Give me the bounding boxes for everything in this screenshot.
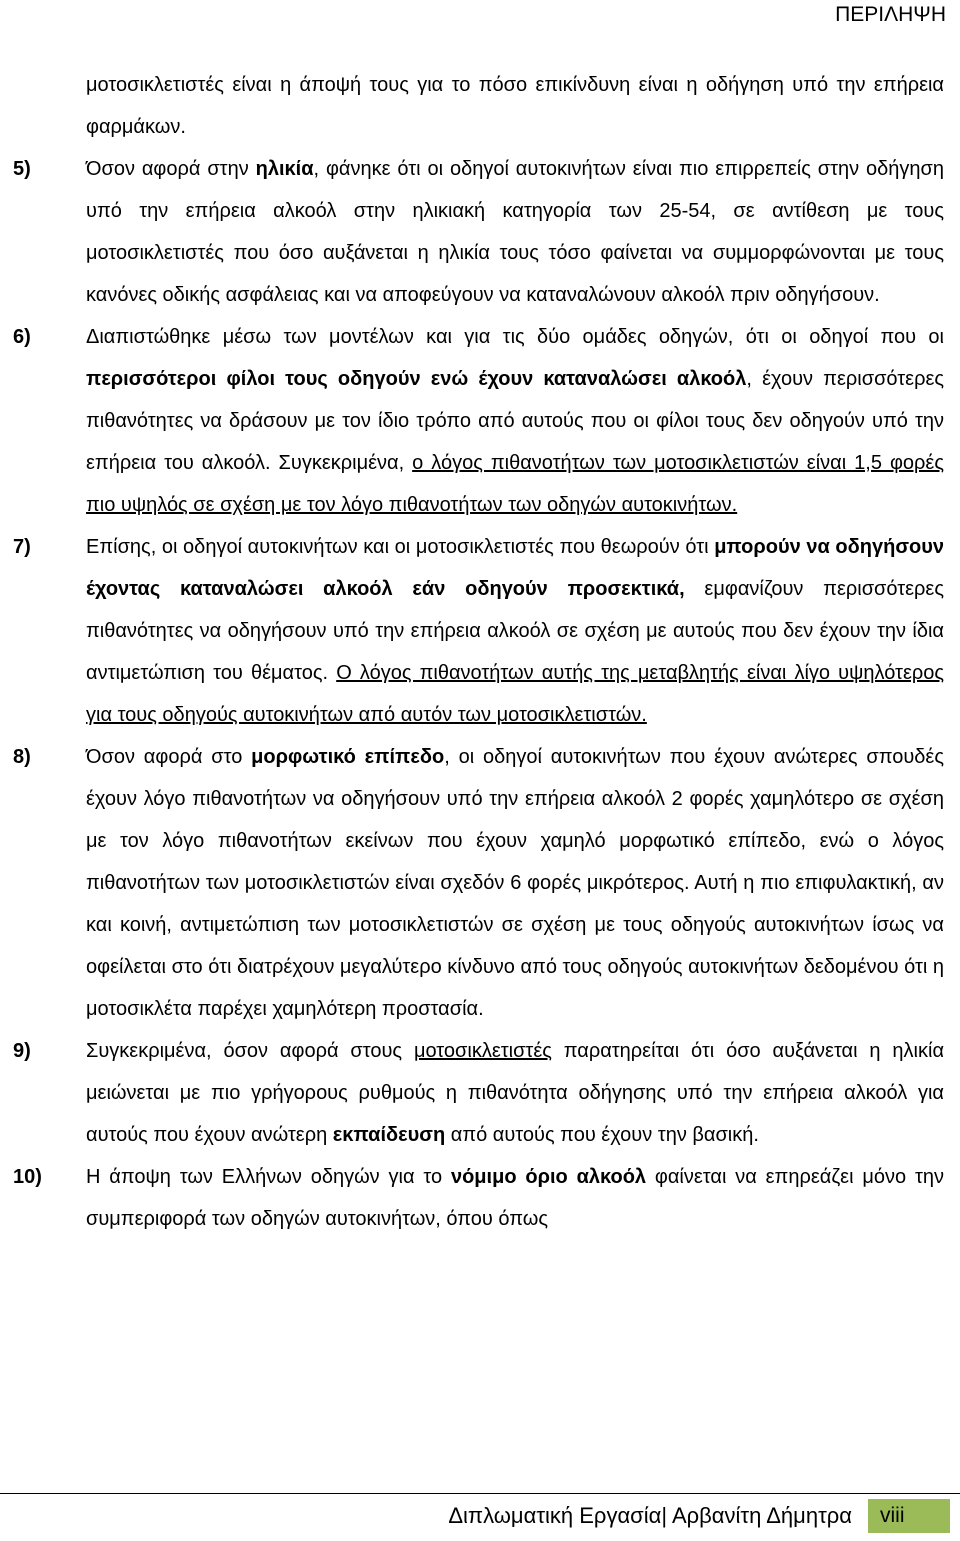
list-item-9 xyxy=(0,1030,960,1156)
item-text: , οι οδηγοί αυτοκινήτων που έχουν ανώτερες σπουδές έχουν λόγο πιθανοτήτων να οδηγήσουν υπό την επήρεια αλκοόλ 2 φορές χαμηλότερο σε σχέση με τον λόγο πιθανοτήτων εκείνων που έχουν χαμηλό μορφωτικό επίπεδο, ενώ ο λόγος πιθανοτήτων των μοτοσικλετιστών είναι σχεδόν 6 φορές μικρότερος. Αυτή η πιο επιφυλακτική, αν και κοινή, αντιμετώπιση των μοτοσικλετιστών σε σχέση με τους οδηγούς αυτοκινήτων ίσως να οφείλεται στο ότι διατρέχουν μεγαλύτερο κίνδυνο από τους οδηγούς αυτοκινήτων δεδομένου ότι η μοτοσικλέτα παρέχει χαμηλότερη προστασία. xyxy=(86,746,944,1020)
page-number-badge: viii xyxy=(868,1499,950,1533)
page-footer xyxy=(0,1499,960,1533)
list-item-6 xyxy=(0,316,960,526)
item-bold-text: μπορούν να οδηγήσουν έχοντας καταναλώσει αλκοόλ εάν οδηγούν προσεκτικά, xyxy=(86,536,944,600)
item-number: 5) xyxy=(13,158,31,180)
item-bold-text: νόμιμο όριο αλκοόλ xyxy=(450,1166,647,1188)
footer-divider xyxy=(0,1493,960,1494)
item-number: 7) xyxy=(13,536,31,558)
item-bold-text: περισσότεροι φίλοι τους οδηγούν ενώ έχουν καταναλώσει αλκοόλ xyxy=(86,368,747,390)
item-text: φαίνεται να επηρεάζει μόνο την συμπεριφορά των οδηγών αυτοκινήτων, όπου όπως xyxy=(86,1166,944,1230)
item-number: 9) xyxy=(13,1040,31,1062)
page-header-title: ΠΕΡΙΛΗΨΗ xyxy=(835,3,946,26)
item-underlined-text: Ο λόγος πιθανοτήτων αυτής της μεταβλητής είναι λίγο υψηλότερος για τους οδηγούς αυτοκινήτων από αυτόν των μοτοσικλετιστών. xyxy=(86,662,944,726)
item-bold-text: εκπαίδευση xyxy=(332,1124,446,1146)
item-text: από αυτούς που έχουν την βασική. xyxy=(445,1124,759,1146)
list-item-10 xyxy=(0,1156,960,1240)
item-text: Η άποψη των Ελλήνων οδηγών για το xyxy=(86,1166,451,1188)
item-number: 6) xyxy=(13,326,31,348)
item-text: Συγκεκριμένα, όσον αφορά στους xyxy=(86,1040,414,1062)
item-text: , έχουν περισσότερες πιθανότητες να δράσουν με τον ίδιο τρόπο από αυτούς που οι φίλοι τους δεν οδηγούν υπό την επήρεια του αλκοόλ. Συγκεκριμένα, xyxy=(86,368,944,474)
item-bold-text: μορφωτικό επίπεδο xyxy=(251,746,445,768)
document-body xyxy=(0,64,960,1240)
item-text: παρατηρείται ότι όσο αυξάνεται η ηλικία μειώνεται με πιο γρήγορους ρυθμούς η πιθανότητα οδήγησης υπό την επήρεια αλκοόλ για αυτούς που έχουν ανώτερη xyxy=(86,1040,945,1146)
item-number: 10) xyxy=(13,1166,42,1188)
continuation-paragraph xyxy=(0,64,960,148)
item-bold-text: ηλικία xyxy=(255,158,314,180)
item-text: εμφανίζουν περισσότερες πιθανότητες να οδηγήσουν υπό την επήρεια αλκοόλ σε σχέση με αυτούς που δεν έχουν την ίδια αντιμετώπιση του θέματος. xyxy=(86,578,944,684)
continuation-text: μοτοσικλετιστές είναι η άποψή τους για το πόσο επικίνδυνη είναι η οδήγηση υπό την επήρεια φαρμάκων. xyxy=(86,74,944,138)
list-item-5 xyxy=(0,148,960,316)
item-underlined-text: ο λόγος πιθανοτήτων των μοτοσικλετιστών είναι 1,5 φορές πιο υψηλός σε σχέση με τον λόγο πιθανοτήτων των οδηγών αυτοκινήτων. xyxy=(86,452,944,516)
item-number: 8) xyxy=(13,746,31,768)
footer-text: Διπλωματική Εργασία| Αρβανίτη Δήμητρα xyxy=(448,1503,852,1528)
item-text: Επίσης, οι οδηγοί αυτοκινήτων και οι μοτοσικλετιστές που θεωρούν ότι xyxy=(86,536,715,558)
list-item-8 xyxy=(0,736,960,1030)
item-underlined-text: μοτοσικλετιστές xyxy=(413,1040,552,1062)
item-text: Όσον αφορά στην xyxy=(86,158,256,180)
item-text: Διαπιστώθηκε μέσω των μοντέλων και για τις δύο ομάδες οδηγών, ότι οι οδηγοί που οι xyxy=(86,326,944,348)
item-text: , φάνηκε ότι οι οδηγοί αυτοκινήτων είναι πιο επιρρεπείς στην οδήγηση υπό την επήρεια αλκοόλ στην ηλικιακή κατηγορία των 25-54, σε αντίθεση με τους μοτοσικλετιστές που όσο αυξάνεται η ηλικία τους τόσο φαίνεται να συμμορφώνονται με τους κανόνες οδικής ασφάλειας και να αποφεύγουν να καταναλώνουν αλκοόλ πριν οδηγήσουν. xyxy=(86,158,945,306)
item-text: Όσον αφορά στο xyxy=(86,746,252,768)
list-item-7 xyxy=(0,526,960,736)
